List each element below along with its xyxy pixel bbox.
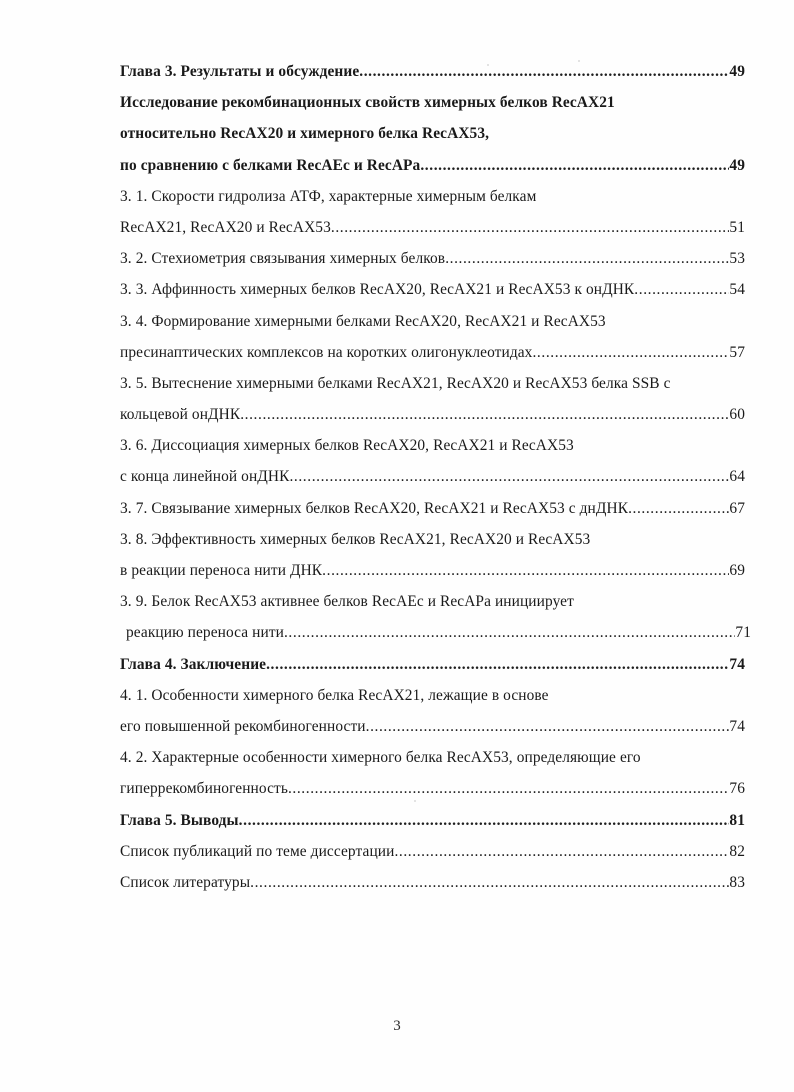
toc-entry-label: Исследование рекомбинационных свойств химерных белков RecAX21	[120, 94, 615, 112]
toc-entry[interactable]	[120, 274, 745, 305]
toc-entry-page-number: 64	[729, 468, 745, 486]
toc-entry-label: 3. 3. Аффинность химерных белков RecAX20, RecAX21 и RecAX53 к онДНК	[120, 281, 635, 299]
toc-dot-leader	[445, 243, 729, 274]
toc-entry-page-number: 76	[729, 780, 745, 798]
toc-entry-label: Глава 4. Заключение	[120, 655, 267, 673]
toc-entry-label: 3. 4. Формирование химерными белками RecAX20, RecAX21 и RecAX53	[120, 312, 606, 330]
toc-entry-label: по сравнению с белками RecAEc и RecAPa	[120, 156, 421, 174]
toc-dot-leader	[322, 555, 729, 586]
toc-entry[interactable]	[120, 555, 745, 586]
toc-entry-label: 3. 9. Белок RecAX53 активнее белков RecAEc и RecAPa инициирует	[120, 593, 574, 611]
toc-entry-label: 4. 2. Характерные особенности химерного белка RecAX53, определяющие его	[120, 749, 641, 767]
toc-dot-leader	[240, 399, 729, 430]
toc-entry-label: в реакции переноса нити ДНК	[120, 562, 323, 579]
scan-speck	[578, 60, 580, 62]
toc-entry-label: кольцевой онДНК	[120, 406, 241, 424]
toc-entry-label: 3. 2. Стехиометрия связывания химерных белков	[120, 250, 446, 268]
toc-entry[interactable]	[120, 586, 745, 617]
toc-dot-leader	[532, 337, 729, 368]
toc-dot-leader	[420, 150, 729, 181]
toc-entry-page-number: 74	[729, 717, 745, 735]
toc-entry[interactable]	[120, 680, 745, 711]
toc-entry-page-number: 49	[729, 63, 745, 80]
toc-entry[interactable]	[120, 430, 745, 461]
toc-entry-page-number: 82	[729, 842, 745, 860]
toc-entry-label: пресинаптических комплексов на коротких олигонуклеотидах	[120, 343, 533, 361]
toc-entry[interactable]	[120, 212, 745, 243]
toc-entry[interactable]	[120, 118, 745, 149]
toc-entry[interactable]	[120, 773, 745, 804]
toc-entry[interactable]	[120, 711, 745, 742]
toc-entry-label: 4. 1. Особенности химерного белка RecAX21, лежащие в основе	[120, 686, 549, 704]
toc-dot-leader	[628, 493, 729, 524]
toc-entry-label: 3. 5. Вытеснение химерными белками RecAX21, RecAX20 и RecAX53 белка SSB с	[120, 374, 671, 392]
toc-entry[interactable]	[120, 836, 745, 867]
toc-entry-label: Список литературы	[120, 873, 251, 891]
toc-entry-label: RecAX21, RecAX20 и RecAX53	[120, 218, 331, 236]
toc-entry-label: относительно RecAX20 и химерного белка RecAX53,	[120, 125, 490, 143]
toc-entry[interactable]	[120, 493, 745, 524]
table-of-contents	[120, 56, 751, 898]
toc-entry[interactable]	[120, 649, 745, 680]
toc-entry-label: 3. 1. Скорости гидролиза АТФ, характерные химерным белкам	[120, 187, 537, 205]
toc-entry[interactable]	[120, 368, 745, 399]
toc-entry[interactable]	[120, 524, 745, 555]
toc-entry-label: Список публикаций по теме диссертации	[120, 842, 395, 860]
toc-dot-leader	[394, 836, 729, 867]
toc-entry-page-number: 49	[729, 156, 745, 174]
toc-entry-label: 3. 8. Эффективность химерных белков RecAX21, RecAX20 и RecAX53	[120, 530, 591, 548]
toc-dot-leader	[250, 867, 729, 898]
toc-dot-leader	[366, 711, 730, 742]
scan-speck	[487, 64, 489, 66]
toc-dot-leader	[359, 56, 729, 87]
toc-entry[interactable]	[120, 181, 745, 212]
toc-entry[interactable]	[120, 87, 745, 118]
toc-entry[interactable]	[120, 150, 745, 181]
toc-entry-page-number: 57	[729, 343, 745, 361]
toc-entry[interactable]	[120, 56, 745, 87]
toc-entry-page-number: 67	[729, 499, 745, 517]
toc-entry-label: реакцию переноса нити	[126, 624, 284, 642]
toc-entry-label: гиперрекомбиногенность	[120, 780, 288, 798]
toc-dot-leader	[239, 805, 730, 836]
toc-entry-page-number: 71	[735, 624, 751, 642]
toc-entry-page-number: 53	[729, 250, 745, 268]
toc-entry-page-number: 74	[729, 655, 745, 673]
toc-entry[interactable]	[120, 399, 745, 430]
toc-dot-leader	[331, 212, 730, 243]
toc-entry[interactable]	[120, 805, 745, 836]
toc-entry-label: с конца линейной онДНК	[120, 468, 290, 486]
toc-entry-page-number: 51	[729, 218, 745, 236]
toc-entry-page-number: 69	[729, 562, 745, 579]
toc-entry-page-number: 81	[729, 811, 745, 829]
toc-entry-page-number: 60	[729, 406, 745, 424]
toc-entry-label: 3. 6. Диссоциация химерных белков RecAX20, RecAX21 и RecAX53	[120, 437, 574, 455]
toc-entry-label: Глава 5. Выводы	[120, 811, 239, 829]
toc-dot-leader	[634, 274, 729, 305]
toc-dot-leader	[288, 773, 729, 804]
toc-entry[interactable]	[120, 742, 745, 773]
toc-dot-leader	[284, 617, 735, 648]
toc-dot-leader	[266, 649, 729, 680]
toc-dot-leader	[289, 461, 729, 492]
toc-entry[interactable]	[120, 243, 745, 274]
toc-entry[interactable]	[120, 461, 745, 492]
toc-entry-label: Глава 3. Результаты и обсуждение	[120, 63, 360, 80]
toc-entry-label: 3. 7. Связывание химерных белков RecAX20, RecAX21 и RecAX53 с днДНК	[120, 499, 629, 517]
toc-entry[interactable]	[120, 306, 745, 337]
toc-entry-label: его повышенной рекомбиногенности	[120, 717, 366, 735]
toc-entry[interactable]	[120, 617, 751, 648]
page-number-folio: 3	[393, 1018, 401, 1034]
toc-entry[interactable]	[120, 337, 745, 368]
toc-entry-page-number: 83	[729, 873, 745, 891]
scan-speck	[414, 800, 416, 802]
toc-entry-page-number: 54	[729, 281, 745, 299]
toc-entry[interactable]	[120, 867, 745, 898]
